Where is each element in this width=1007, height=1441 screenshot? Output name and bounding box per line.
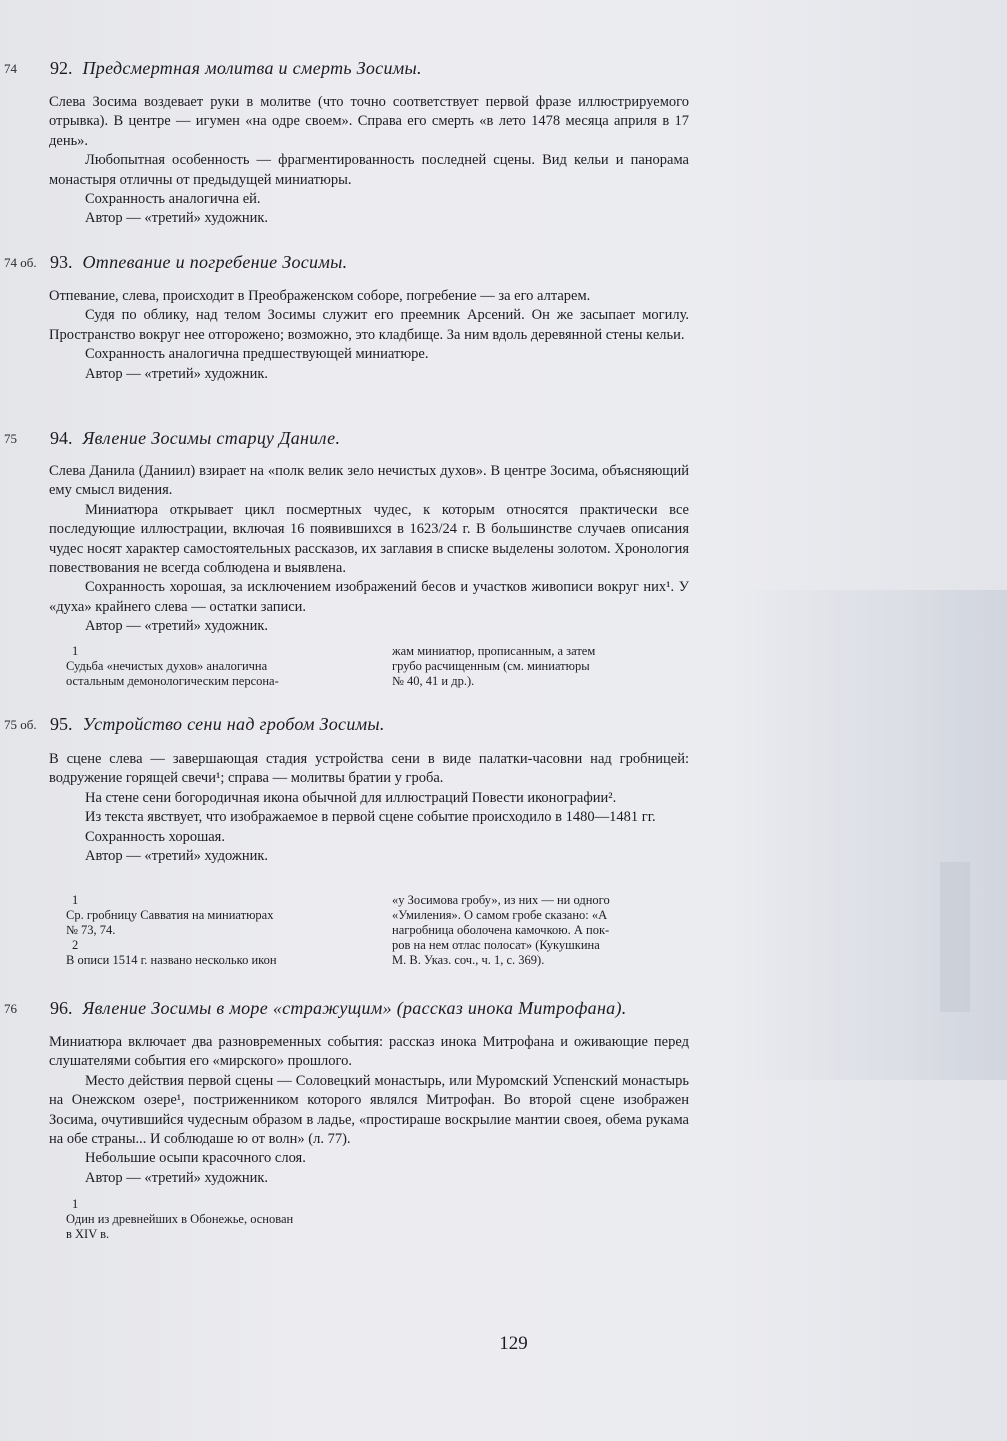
footnote-line: грубо расчищенным (см. миниатюры [392, 659, 590, 673]
paragraph: Миниатюра открывает цикл посмертных чудес, к которым относятся практически все последующие иллюстрации, включая 16 появившихся в 1623/24 г. В большинстве случаев описания чудес носят характер самостоятельных рассказов, их заглавия в списке выделены золотом. Хронология повествования не всегда соблюдена и выявлена. [49, 501, 689, 577]
paragraph: Миниатюра включает два разновременных события: рассказ инока Митрофана и оживающие перед слушателями события его «мирского» прошлого. [49, 1034, 689, 1070]
section-body [49, 287, 689, 384]
footnote-number: 2 [72, 938, 79, 952]
footnote-line: Один из древнейших в Обонежье, основан [66, 1212, 294, 1226]
paragraph: Из текста явствует, что изображаемое в первой сцене событие происходило в 1480—1481 гг. [85, 809, 656, 826]
footnote-line: № 73, 74. [66, 923, 116, 937]
section-heading [50, 714, 385, 735]
footnote-column-left [66, 644, 336, 689]
footnote-line: «Умиления». О самом гробе сказано: «А [392, 908, 608, 922]
paragraph: Небольшие осыпи красочного слоя. [85, 1150, 306, 1167]
footnote-number: 1 [72, 644, 79, 658]
background-shape [940, 862, 970, 1012]
section-heading [50, 428, 340, 449]
footnote-number: 1 [72, 893, 79, 907]
footnote-column-right [392, 644, 662, 689]
margin-folio-ref: 74 [4, 61, 17, 76]
paragraph: Сохранность хорошая. [85, 828, 225, 845]
paragraph: Автор — «третий» художник. [85, 365, 269, 382]
section-heading [50, 252, 347, 273]
section-title: Явление Зосимы в море «стражущим» (рассказ инока Митрофана). [82, 998, 627, 1018]
section-heading [50, 58, 422, 79]
footnote-line: № 40, 41 и др.). [392, 674, 475, 688]
margin-folio-ref: 76 [4, 1001, 17, 1016]
section-body [49, 750, 689, 866]
paragraph: Судя по облику, над телом Зосимы служит его преемник Арсений. Он же засыпает могилу. Пространство вокруг нее отгорожено; возможно, это кладбище. За ним вдоль деревянной стены кельи. [49, 307, 689, 343]
section-number: 95. [50, 714, 73, 734]
footnote-column-right [392, 893, 662, 968]
footnote-line: ров на нем отлас полосат» (Кукушкина [392, 938, 600, 952]
section-body [49, 462, 689, 637]
paragraph: Отпевание, слева, происходит в Преображенском соборе, погребение — за его алтарем. [49, 288, 591, 304]
footnote-line: Ср. гробницу Савватия на миниатюрах [66, 908, 274, 922]
margin-folio-ref: 74 об. [4, 255, 37, 270]
paragraph: Любопытная особенность — фрагментированность последней сцены. Вид кельи и панорама монастыря отличны от предыдущей миниатюры. [49, 152, 689, 188]
footnote-number: 1 [72, 1197, 79, 1211]
margin-folio-ref: 75 об. [4, 717, 37, 732]
section-number: 93. [50, 252, 73, 272]
footnote-line: в XIV в. [66, 1227, 110, 1241]
margin-folio-ref: 75 [4, 431, 17, 446]
paragraph: Сохранность аналогична ей. [85, 191, 261, 208]
paragraph: Сохранность аналогична предшествующей миниатюре. [85, 346, 429, 363]
footnote-line: М. В. Указ. соч., ч. 1, с. 369). [392, 953, 545, 967]
paragraph: Автор — «третий» художник. [85, 210, 269, 227]
footnote-column-left [66, 1197, 336, 1242]
paragraph: Сохранность хорошая, за исключением изображений бесов и участков живописи вокруг них¹. У «духа» крайнего слева — остатки записи. [49, 579, 689, 615]
section-body [49, 93, 689, 229]
section-title: Предсмертная молитва и смерть Зосимы. [82, 58, 422, 78]
section-number: 96. [50, 998, 73, 1018]
footnote-column-left [66, 893, 336, 968]
page-number: 129 [499, 1333, 528, 1354]
section-body [49, 1033, 689, 1188]
paragraph: Автор — «третий» художник. [85, 618, 269, 635]
paragraph: Слева Данила (Даниил) взирает на «полк велик зело нечистых духов». В центре Зосима, объясняющий ему смысл видения. [49, 463, 689, 499]
footnote-line: жам миниатюр, прописанным, а затем [392, 644, 596, 658]
paragraph: Место действия первой сцены — Соловецкий монастырь, или Муромский Успенский монастырь на Онежском озере¹, постриженником которого являлся Митрофан. Во второй сцене изображен Зосима, очутившийся чудесным образом в ладье, «простираше воскрылие мантии своея, обема рукама на обе страны... И соблюдаше ю от волн» (л. 77). [49, 1072, 689, 1148]
section-number: 94. [50, 428, 73, 448]
footnote-line: Судьба «нечистых духов» аналогична [66, 659, 268, 673]
paragraph: В сцене слева — завершающая стадия устройства сени в виде палатки-часовни над гробницей: водружение горящей свечи¹; справа — молитвы братии у гроба. [49, 751, 689, 787]
footnote-line: В описи 1514 г. названо несколько икон [66, 953, 277, 967]
footnote-line: остальным демонологическим персона- [66, 674, 279, 688]
paragraph: Слева Зосима воздевает руки в молитве (что точно соответствует первой фразе иллюстрируемого отрывка). В центре — игумен «на одре своем». Справа его смерть «в лето 1478 месяца априля в 17 день». [49, 94, 689, 149]
section-number: 92. [50, 58, 73, 78]
footnote-line: нагробница оболочена камочкою. А пок- [392, 923, 610, 937]
section-heading [50, 998, 627, 1019]
paragraph: На стене сени богородичная икона обычной для иллюстраций Повести иконографии². [85, 789, 617, 806]
footnote-line: «у Зосимова гробу», из них — ни одного [392, 893, 610, 907]
section-title: Отпевание и погребение Зосимы. [82, 252, 348, 272]
paragraph: Автор — «третий» художник. [85, 848, 269, 865]
section-title: Явление Зосимы старцу Даниле. [82, 428, 341, 448]
section-title: Устройство сени над гробом Зосимы. [82, 714, 385, 734]
paragraph: Автор — «третий» художник. [85, 1169, 269, 1186]
